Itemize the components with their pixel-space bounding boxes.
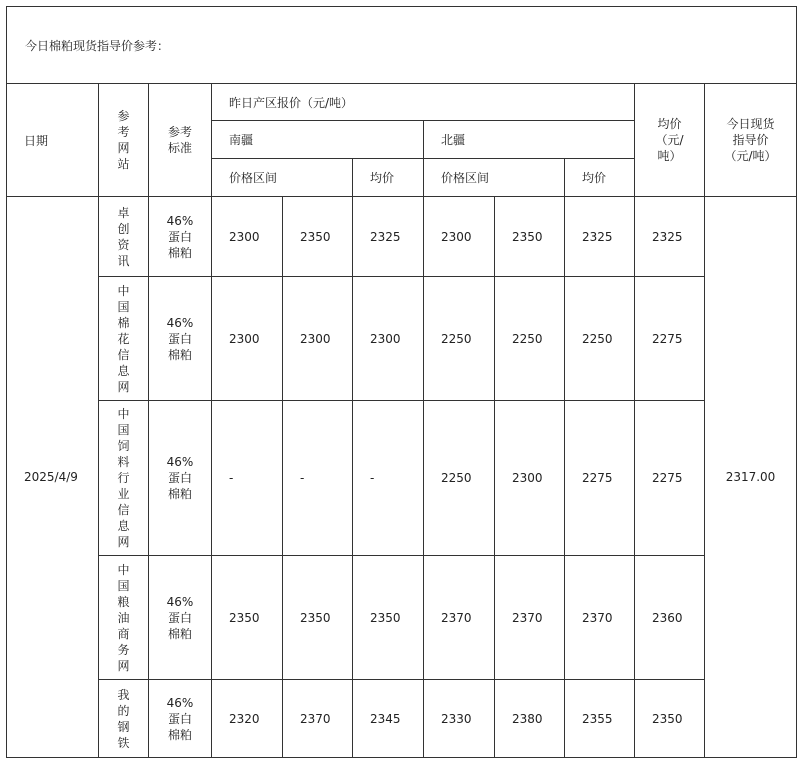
south-high-cell: 2350 <box>283 556 353 680</box>
south-low-cell: - <box>212 401 283 556</box>
header-north: 北疆 <box>424 121 635 159</box>
guide-price-cell: 2317.00 <box>705 197 797 758</box>
header-guide: 今日现货指导价（元/吨） <box>705 84 797 197</box>
south-avg-cell: 2350 <box>353 556 424 680</box>
north-high-cell: 2380 <box>495 680 565 758</box>
site-cell: 中国粮油商务网 <box>99 556 149 680</box>
header-north-range: 价格区间 <box>424 159 565 197</box>
avg-cell: 2325 <box>635 197 705 277</box>
standard-cell: 46%蛋白棉粕 <box>149 277 212 401</box>
header-site: 参考网站 <box>99 84 149 197</box>
table-row <box>7 277 797 401</box>
header-avg-total: 均价（元/吨） <box>635 84 705 197</box>
north-avg-cell: 2325 <box>565 197 635 277</box>
site-cell: 我的钢铁 <box>99 680 149 758</box>
header-south-avg: 均价 <box>353 159 424 197</box>
north-low-cell: 2370 <box>424 556 495 680</box>
north-low-cell: 2250 <box>424 277 495 401</box>
south-low-cell: 2350 <box>212 556 283 680</box>
standard-cell: 46%蛋白棉粕 <box>149 197 212 277</box>
south-low-cell: 2320 <box>212 680 283 758</box>
north-high-cell: 2300 <box>495 401 565 556</box>
table-row <box>7 680 797 758</box>
table-title: 今日棉粕现货指导价参考： <box>7 7 797 84</box>
avg-cell: 2360 <box>635 556 705 680</box>
north-avg-cell: 2250 <box>565 277 635 401</box>
site-cell: 卓创资讯 <box>99 197 149 277</box>
price-table <box>6 6 797 758</box>
north-low-cell: 2250 <box>424 401 495 556</box>
avg-cell: 2350 <box>635 680 705 758</box>
site-cell: 中国饲料行业信息网 <box>99 401 149 556</box>
avg-cell: 2275 <box>635 277 705 401</box>
avg-cell: 2275 <box>635 401 705 556</box>
table-row <box>7 197 797 277</box>
south-high-cell: 2300 <box>283 277 353 401</box>
south-avg-cell: - <box>353 401 424 556</box>
north-high-cell: 2370 <box>495 556 565 680</box>
south-low-cell: 2300 <box>212 277 283 401</box>
standard-cell: 46%蛋白棉粕 <box>149 680 212 758</box>
north-avg-cell: 2370 <box>565 556 635 680</box>
south-high-cell: - <box>283 401 353 556</box>
header-date: 日期 <box>7 84 99 197</box>
header-north-avg: 均价 <box>565 159 635 197</box>
south-high-cell: 2370 <box>283 680 353 758</box>
table-row <box>7 556 797 680</box>
south-high-cell: 2350 <box>283 197 353 277</box>
header-south-range: 价格区间 <box>212 159 353 197</box>
south-low-cell: 2300 <box>212 197 283 277</box>
south-avg-cell: 2345 <box>353 680 424 758</box>
south-avg-cell: 2300 <box>353 277 424 401</box>
south-avg-cell: 2325 <box>353 197 424 277</box>
header-yesterday: 昨日产区报价（元/吨） <box>212 84 635 121</box>
north-low-cell: 2330 <box>424 680 495 758</box>
header-standard: 参考标准 <box>149 84 212 197</box>
site-cell: 中国棉花信息网 <box>99 277 149 401</box>
table-row <box>7 401 797 556</box>
north-avg-cell: 2355 <box>565 680 635 758</box>
date-cell: 2025/4/9 <box>7 197 99 758</box>
header-south: 南疆 <box>212 121 424 159</box>
north-high-cell: 2250 <box>495 277 565 401</box>
north-high-cell: 2350 <box>495 197 565 277</box>
standard-cell: 46%蛋白棉粕 <box>149 556 212 680</box>
north-low-cell: 2300 <box>424 197 495 277</box>
standard-cell: 46%蛋白棉粕 <box>149 401 212 556</box>
north-avg-cell: 2275 <box>565 401 635 556</box>
